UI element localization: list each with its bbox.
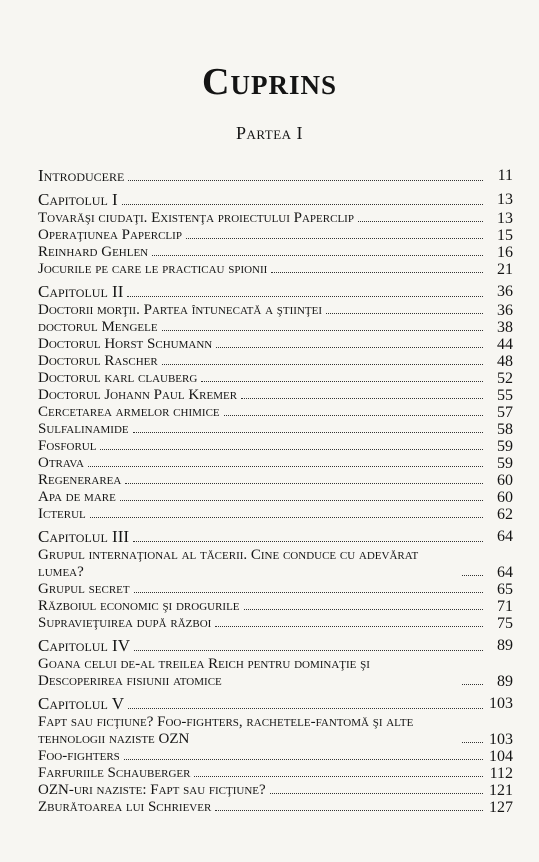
toc-entry bbox=[38, 656, 513, 690]
toc-entry bbox=[38, 782, 513, 799]
toc-entry-title: Războiul economic şi drogurile bbox=[38, 598, 240, 614]
dot-leader bbox=[358, 221, 483, 222]
dot-leader bbox=[88, 466, 483, 467]
toc-chapter-entry bbox=[38, 694, 513, 714]
dot-leader bbox=[462, 575, 483, 576]
dot-leader bbox=[162, 364, 483, 365]
toc-page-number: 16 bbox=[497, 244, 513, 261]
dot-leader bbox=[90, 517, 483, 518]
toc-entry bbox=[38, 302, 513, 319]
toc-entry-title: OZN-uri naziste: Fapt sau ficţiune? bbox=[38, 782, 266, 798]
toc-entry bbox=[38, 210, 513, 227]
toc-entry-title: Icterul bbox=[38, 506, 86, 522]
toc-entry-title: Doctorul Rascher bbox=[38, 353, 158, 369]
toc-page-number: 103 bbox=[489, 731, 513, 748]
toc-entry bbox=[38, 319, 513, 336]
toc-entry bbox=[38, 438, 513, 455]
dot-leader bbox=[134, 592, 483, 593]
toc-page-number: 89 bbox=[497, 673, 513, 690]
toc-entry bbox=[38, 714, 513, 748]
toc-entry bbox=[38, 472, 513, 489]
dot-leader bbox=[462, 742, 483, 743]
toc-entry bbox=[38, 404, 513, 421]
toc-entry-title: Goana celui de-al treilea Reich pentru dominaţie şi Descoperirea fisiunii atomice bbox=[38, 656, 370, 689]
dot-leader bbox=[194, 776, 483, 777]
toc-page-number: 60 bbox=[497, 472, 513, 489]
toc-entry bbox=[38, 547, 513, 581]
toc-page-number: 59 bbox=[497, 455, 513, 472]
toc-entry bbox=[38, 336, 513, 353]
toc-entry-title: Jocurile pe care le practicau spionii bbox=[38, 261, 268, 277]
toc-entry bbox=[38, 489, 513, 506]
toc-page-number: 75 bbox=[497, 615, 513, 632]
toc-entry-title: Apa de mare bbox=[38, 489, 116, 505]
toc-page-number: 104 bbox=[489, 748, 513, 765]
toc-entry-title: Doctorul Horst Schumann bbox=[38, 336, 213, 352]
toc-page-number: 103 bbox=[489, 695, 513, 712]
dot-leader bbox=[241, 398, 483, 399]
dot-leader bbox=[122, 204, 483, 205]
toc-entry-title: Grupul secret bbox=[38, 581, 130, 597]
toc-entry-title: Doctorii morţii. Partea întunecată a ştiinţei bbox=[38, 302, 323, 318]
toc-entry-title: Fapt sau ficţiune? Foo-fighters, rachetele-fantomă şi alte tehnologii naziste OZN bbox=[38, 714, 414, 747]
table-of-contents bbox=[38, 166, 513, 816]
toc-entry-title: Doctorul karl clauberg bbox=[38, 370, 198, 386]
toc-page-number: 59 bbox=[497, 438, 513, 455]
toc-page-number: 112 bbox=[489, 765, 513, 782]
toc-entry bbox=[38, 455, 513, 472]
toc-entry-title: Capitolul III bbox=[38, 527, 130, 546]
dot-leader bbox=[244, 609, 483, 610]
toc-entry bbox=[38, 581, 513, 598]
toc-page-number: 48 bbox=[497, 353, 513, 370]
toc-page-number: 64 bbox=[497, 528, 513, 545]
dot-leader bbox=[124, 759, 483, 760]
toc-page-number: 38 bbox=[497, 319, 513, 336]
dot-leader bbox=[462, 684, 483, 685]
dot-leader bbox=[120, 500, 483, 501]
page-title: Cuprins bbox=[202, 61, 337, 103]
toc-entry-title: Foo-fighters bbox=[38, 748, 120, 764]
toc-entry bbox=[38, 261, 513, 278]
dot-leader bbox=[128, 708, 483, 709]
toc-page-number: 13 bbox=[497, 191, 513, 208]
toc-entry bbox=[38, 370, 513, 387]
dot-leader bbox=[201, 381, 483, 382]
toc-page-number: 36 bbox=[497, 283, 513, 300]
toc-entry bbox=[38, 598, 513, 615]
toc-chapter-entry bbox=[38, 166, 513, 186]
toc-entry-title: Fosforul bbox=[38, 438, 97, 454]
dot-leader bbox=[133, 432, 483, 433]
toc-page-number: 52 bbox=[497, 370, 513, 387]
dot-leader bbox=[127, 296, 483, 297]
dot-leader bbox=[215, 810, 483, 811]
toc-entry bbox=[38, 387, 513, 404]
toc-entry bbox=[38, 227, 513, 244]
toc-entry bbox=[38, 353, 513, 370]
toc-page-number: 71 bbox=[497, 598, 513, 615]
toc-chapter-entry bbox=[38, 636, 513, 656]
toc-entry bbox=[38, 765, 513, 782]
dot-leader bbox=[215, 626, 483, 627]
dot-leader bbox=[216, 347, 483, 348]
toc-entry bbox=[38, 748, 513, 765]
part-heading: Partea I bbox=[235, 123, 304, 143]
toc-entry bbox=[38, 421, 513, 438]
toc-entry bbox=[38, 615, 513, 632]
dot-leader bbox=[100, 449, 483, 450]
dot-leader bbox=[128, 180, 483, 181]
toc-entry-title: Regenerarea bbox=[38, 472, 122, 488]
toc-entry-title: Cercetarea armelor chimice bbox=[38, 404, 220, 420]
toc-page-number: 121 bbox=[489, 782, 513, 799]
toc-page-number: 13 bbox=[497, 210, 513, 227]
toc-entry-title: Tovarăşi ciudaţi. Existenţa proiectului Paperclip bbox=[38, 210, 354, 226]
toc-entry-title: Capitolul II bbox=[38, 282, 124, 301]
dot-leader bbox=[271, 272, 483, 273]
toc-page-number: 15 bbox=[497, 227, 513, 244]
toc-page-number: 11 bbox=[497, 167, 513, 184]
toc-page-number: 36 bbox=[497, 302, 513, 319]
toc-chapter-entry bbox=[38, 527, 513, 547]
dot-leader bbox=[133, 541, 483, 542]
toc-entry-title: Supravieţuirea după război bbox=[38, 615, 212, 631]
toc-entry-title: Farfuriile Schauberger bbox=[38, 765, 191, 781]
toc-entry-title: Reinhard Gehlen bbox=[38, 244, 149, 260]
toc-page-number: 65 bbox=[497, 581, 513, 598]
dot-leader bbox=[326, 313, 483, 314]
toc-page-number: 57 bbox=[497, 404, 513, 421]
toc-entry bbox=[38, 506, 513, 523]
toc-entry-title: Grupul internaţional al tăcerii. Cine conduce cu adevărat lumea? bbox=[38, 547, 419, 580]
toc-page-number: 58 bbox=[497, 421, 513, 438]
toc-chapter-entry bbox=[38, 282, 513, 302]
dot-leader bbox=[224, 415, 483, 416]
toc-page-number: 44 bbox=[497, 336, 513, 353]
dot-leader bbox=[270, 793, 483, 794]
toc-entry-title: Doctorul Johann Paul Kremer bbox=[38, 387, 238, 403]
toc-entry-title: Capitolul I bbox=[38, 190, 118, 209]
toc-page-number: 62 bbox=[497, 506, 513, 523]
dot-leader bbox=[186, 238, 483, 239]
toc-entry-title: Introducere bbox=[38, 166, 125, 185]
dot-leader bbox=[152, 255, 483, 256]
toc-entry-title: Sulfalinamide bbox=[38, 421, 129, 437]
toc-entry-title: Zburătoarea lui Schriever bbox=[38, 799, 212, 815]
toc-entry-title: Otrava bbox=[38, 455, 84, 471]
toc-entry bbox=[38, 799, 513, 816]
dot-leader bbox=[162, 330, 483, 331]
toc-page-number: 21 bbox=[497, 261, 513, 278]
toc-page-number: 89 bbox=[497, 637, 513, 654]
toc-entry-title: Capitolul V bbox=[38, 694, 124, 713]
toc-entry-title: Capitolul IV bbox=[38, 636, 130, 655]
dot-leader bbox=[134, 650, 483, 651]
dot-leader bbox=[125, 483, 483, 484]
toc-page-number: 127 bbox=[489, 799, 513, 816]
toc-page-number: 55 bbox=[497, 387, 513, 404]
toc-page-number: 64 bbox=[497, 564, 513, 581]
toc-page-number: 60 bbox=[497, 489, 513, 506]
toc-entry bbox=[38, 244, 513, 261]
toc-chapter-entry bbox=[38, 190, 513, 210]
toc-entry-title: Operaţiunea Paperclip bbox=[38, 227, 182, 243]
toc-entry-title: doctorul Mengele bbox=[38, 319, 158, 335]
